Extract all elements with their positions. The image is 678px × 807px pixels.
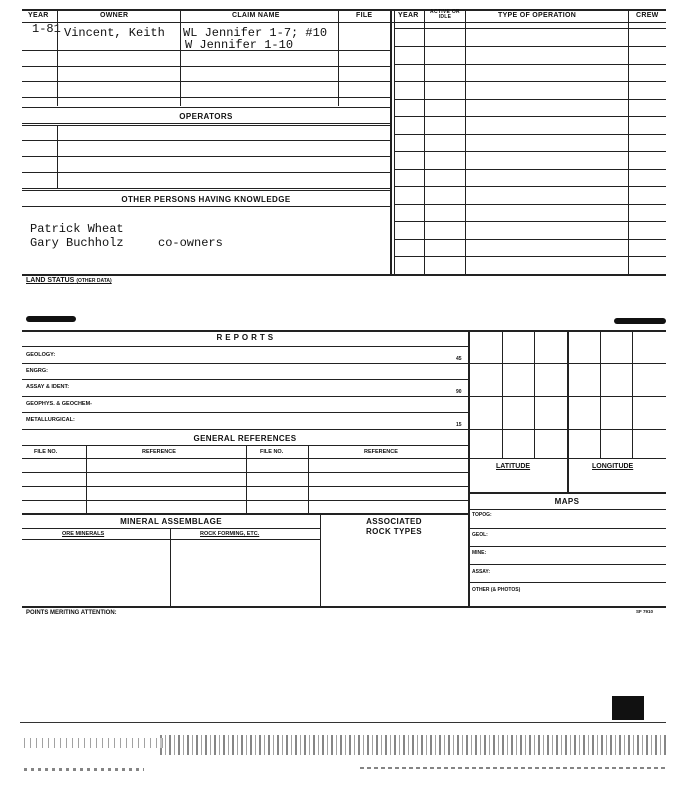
maps-row-rule [468,546,666,547]
col-sep-year [424,9,425,274]
report-num-90: 90 [456,389,462,395]
col-year: YEAR [28,12,49,19]
reports-top-border [22,330,666,332]
grid-row [468,458,666,459]
refs-row-rule [22,458,468,459]
right-row-rule [394,239,666,240]
longitude-label: LONGITUDE [592,463,634,470]
right-row-rule [394,99,666,100]
report-num-15: 15 [456,422,462,428]
col-sep-type [628,9,629,274]
grid-row [468,363,666,364]
entry-year: 1-81 [32,22,61,36]
right-row-rule [394,46,666,47]
owner-row-rule [22,97,390,98]
col-type-of-operation: TYPE OF OPERATION [498,12,577,19]
redaction-mark-left [26,316,76,322]
ore-minerals-label: ORE MINERALS [62,531,105,537]
scan-artifact-line [20,722,666,723]
maps-row-rule [468,528,666,529]
other-persons-top-rule [22,190,390,191]
report-engrg: ENGRG: [26,368,48,374]
land-status-title [26,277,112,284]
col-claim-name: CLAIM NAME [232,12,280,19]
bottom-border [22,606,666,608]
maps-rule [468,509,666,510]
right-row-rule [394,28,666,29]
report-row-rule [22,412,468,413]
other-persons-title: OTHER PERSONS HAVING KNOWLEDGE [121,195,291,204]
top-border [22,9,666,11]
mineral-rule [22,539,320,540]
report-geophys: GEOPHYS. & GEOCHEM- [26,401,93,407]
owner-col-sep [338,22,339,106]
refs-col-file-no-2: FILE NO. [260,449,284,455]
report-row-rule [22,363,468,364]
refs-row-rule [22,472,468,473]
other-person-2: Gary Buchholz [30,236,124,250]
maps-top-border [468,492,666,494]
col-sep-active [465,9,466,274]
refs-col-sep [308,445,309,513]
entry-owner: Vincent, Keith [64,26,165,40]
right-row-rule [394,151,666,152]
rock-types-title: ROCK TYPES [365,527,422,536]
general-references-title: GENERAL REFERENCES [193,434,297,443]
col-crew: CREW [636,12,659,19]
other-person-1: Patrick Wheat [30,222,124,236]
right-row-rule [394,116,666,117]
operators-row-rule [22,140,390,141]
operators-rule [22,123,390,124]
refs-row-rule [22,486,468,487]
refs-col-file-no-1: FILE NO. [34,449,58,455]
scan-artifact-noise-left [24,738,164,748]
owner-row-rule [22,66,390,67]
top-section-bottom-border [22,274,666,276]
grid-row [468,429,666,430]
latitude-label: LATITUDE [496,463,531,470]
refs-col-reference-2: REFERENCE [364,449,398,455]
report-metallurgical: METALLURGICAL: [26,417,75,423]
owner-row-rule [22,81,390,82]
maps-topog: TOPOG: [472,512,492,518]
mineral-rule [22,528,320,529]
mineral-col-sep [320,513,321,606]
maps-geol: GEOL: [472,532,488,538]
scan-artifact-dashes-right [360,767,666,769]
operators-row-rule [22,172,390,173]
report-row-rule [22,429,468,430]
redaction-mark-right [614,318,666,324]
mineral-assemblage-title: MINERAL ASSEMBLAGE [120,517,222,526]
right-row-rule [394,186,666,187]
refs-col-sep [86,445,87,513]
operators-top-rule [22,107,390,108]
center-divider-inner [394,9,395,274]
col-owner: OWNER [100,12,129,19]
other-persons-top-rule [22,188,390,189]
points-meriting-attention: POINTS MERITING ATTENTION: [26,610,117,616]
header-sep [57,9,58,22]
other-person-note: co-owners [158,236,223,250]
other-persons-rule [22,206,390,207]
land-status-label: LAND STATUS [26,277,75,284]
entry-claim-line-1: WL Jennifer 1-7; #10 [183,26,328,40]
grid-row [468,396,666,397]
rock-forming-label: ROCK FORMING, ETC. [200,531,260,537]
refs-col-sep [246,445,247,513]
right-row-rule [394,204,666,205]
grid-col [600,330,601,458]
land-status-sub: (OTHER DATA) [76,278,112,284]
maps-mine: MINE: [472,550,487,556]
report-row-rule [22,379,468,380]
owner-col-sep [57,22,58,106]
reports-rule [22,346,468,347]
maps-row-rule [468,564,666,565]
grid-col [632,330,633,458]
refs-rule [22,445,468,446]
right-row-rule [394,81,666,82]
grid-col [502,330,503,458]
mineral-col-sep [170,528,171,606]
maps-assay: ASSAY: [472,569,491,575]
operators-row-rule [22,156,390,157]
header-sep [338,9,339,22]
col-year-2: YEAR [398,12,419,19]
mineral-top-border [22,513,468,515]
operators-col-sep [57,125,58,188]
right-row-rule [394,64,666,65]
right-row-rule [394,256,666,257]
maps-title: MAPS [554,497,580,506]
owner-col-sep [180,22,181,106]
right-row-rule [394,221,666,222]
maps-row-rule [468,582,666,583]
header-sep [180,9,181,22]
refs-col-reference-1: REFERENCE [142,449,176,455]
center-divider [390,9,392,274]
report-assay: ASSAY & IDENT: [26,384,70,390]
owner-row-rule [22,50,390,51]
col-active-idle: ACTIVE OR IDLE [430,9,460,20]
associated-title: ASSOCIATED [366,517,422,526]
report-geology: GEOLOGY: [26,352,56,358]
operators-rule [22,125,390,126]
header-bottom-rule [22,22,666,23]
maps-other: OTHER (& PHOTOS) [472,587,521,593]
refs-row-rule [22,500,468,501]
operators-title: OPERATORS [179,112,233,121]
scan-artifact-noise [160,735,666,755]
report-row-rule [22,396,468,397]
grid-col [534,330,535,458]
grid-center-col [567,330,569,492]
report-num-45: 45 [456,356,462,362]
form-number: SF 7910 [636,609,654,614]
right-row-rule [394,134,666,135]
scan-artifact-block [612,696,644,720]
scan-artifact-dashes [24,768,144,771]
col-file: FILE [356,12,373,19]
reports-title: R E P O R T S [216,333,274,342]
entry-claim-line-2: W Jennifer 1-10 [185,38,294,52]
right-row-rule [394,169,666,170]
